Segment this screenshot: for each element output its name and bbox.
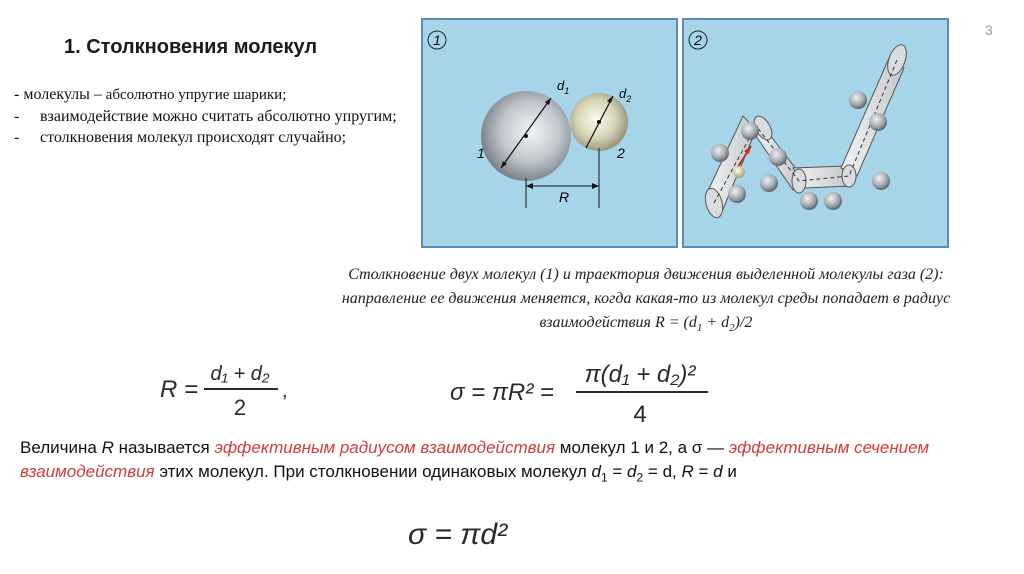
formula-cross-section-denominator: 4 [633, 401, 647, 428]
figure-caption [272, 263, 1020, 340]
formula-cross-section-numerator: π(d₁ + d₂)² [584, 361, 696, 388]
formula-radius-numerator: d₁ + d₂ [210, 363, 270, 385]
formula-cross-section [450, 350, 720, 430]
panel-1-label: 1 [433, 32, 441, 48]
ball-1-label: 1 [477, 145, 485, 161]
bullet-item [14, 84, 414, 106]
bullet-item [14, 106, 414, 127]
term-effective-cross-section: эффективным сечением взаимодействия [20, 438, 930, 481]
panel-2-label: 2 [694, 32, 702, 48]
d1-label: $d_1$ [557, 78, 570, 96]
ball-2-label: 2 [617, 145, 625, 161]
term-effective-radius: эффективным радиусом взаимодействия [214, 438, 556, 457]
bullet-item [14, 127, 414, 148]
formula-identical [408, 508, 548, 558]
formula-radius-denominator: 2 [233, 395, 247, 420]
collision-figure [421, 18, 949, 248]
bullet-list [14, 84, 414, 148]
bullet-dash: - [14, 108, 20, 125]
bullet-strong: - молекулы – [14, 86, 102, 103]
bullet-text: взаимодействие можно считать абсолютно упругим; [40, 108, 397, 125]
caption-line-2: направление ее движения меняется, когда какая-то из молекул среды попадает в радиус [341, 290, 951, 307]
d2-label: $d_2$ [619, 86, 632, 104]
panel-trajectory [683, 19, 948, 247]
formula-radius [160, 355, 300, 425]
r-label: R [559, 189, 570, 205]
formula-radius-lhs: R = [160, 376, 199, 403]
caption-line-1: Столкновение двух молекул (1) и траектория движения выделенной молекулы газа (2): [348, 266, 944, 283]
panel-collision [422, 19, 677, 247]
bullet-text: абсолютно упругие шарики; [101, 87, 287, 103]
explanation-paragraph: Величина R называется эффективным радиусом взаимодействия молекул 1 и 2, а σ — эффективным сечением взаимодействия этих молекул. При столкновении одинаковых молекул $d_1 = d_2 = d$, R = d и [20, 438, 930, 485]
formula-cross-section-lhs: σ = πR² = [450, 379, 554, 406]
slide-title: 1. Столкновения молекул [64, 36, 318, 58]
caption-line-3: взаимодействия $R = (d_1 + d_2)/2$ [539, 314, 753, 335]
formula-identical-text: σ = πd² [408, 518, 508, 551]
formula-radius-comma: , [282, 380, 288, 402]
bullet-dash: - [14, 129, 20, 146]
slide-number: 3 [985, 22, 993, 38]
bullet-text: столкновения молекул происходят случайно; [40, 129, 347, 146]
